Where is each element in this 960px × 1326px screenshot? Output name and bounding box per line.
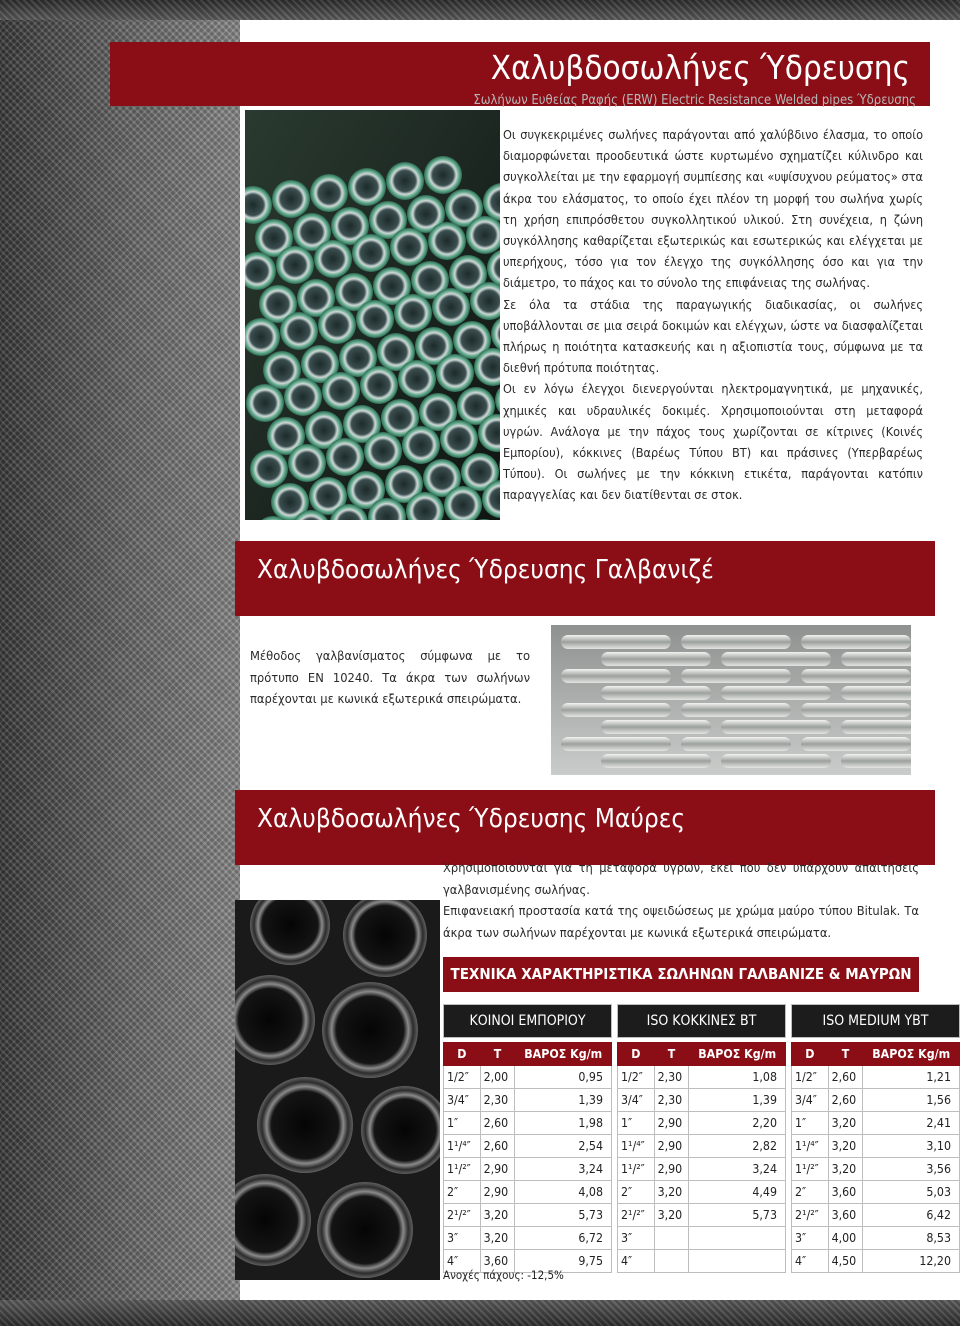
cell-d: 3″: [618, 1227, 655, 1250]
tolerance-note: Ανοχές πάχους: -12,5%: [443, 1268, 564, 1282]
cell-d: 3″: [444, 1227, 481, 1250]
pipe-end: [398, 360, 436, 398]
cell-w: [689, 1250, 786, 1273]
galvanized-heading: Χαλυβδοσωλήνες Ύδρευσης Γαλβανιζέ: [257, 555, 714, 585]
cell-w: [689, 1227, 786, 1250]
pipe-end: [432, 288, 470, 326]
pipe-body: [801, 703, 911, 717]
pipe-end: [402, 426, 440, 464]
cell-t: 3,20: [654, 1181, 689, 1204]
pipe-end: [314, 240, 352, 278]
cell-d: 1¹/⁴″: [444, 1135, 481, 1158]
cell-t: 4,50: [828, 1250, 863, 1273]
pipe-end: [317, 1182, 413, 1278]
galvanized-text: [250, 646, 530, 711]
table-row: [618, 1135, 786, 1158]
textured-border-left: [0, 0, 240, 1326]
table-row: [618, 1089, 786, 1112]
black-pipes-header-band: [235, 790, 935, 865]
cell-d: 2¹/²″: [444, 1204, 481, 1227]
pipe-end: [394, 294, 432, 332]
pipe-body: [681, 669, 791, 683]
cell-d: 1¹/⁴″: [792, 1135, 829, 1158]
column-header-d: D: [792, 1043, 829, 1066]
table-row: [444, 1227, 612, 1250]
pipe-end: [386, 162, 424, 200]
pipe-end: [322, 372, 360, 410]
cell-d: 2¹/²″: [792, 1204, 829, 1227]
cell-d: 1¹/²″: [618, 1158, 655, 1181]
cell-d: 4″: [618, 1250, 655, 1273]
intro-text: [503, 124, 923, 506]
specs-table-2: [617, 1004, 786, 1273]
cell-t: 3,20: [480, 1227, 515, 1250]
cell-w: 12,20: [863, 1250, 960, 1273]
table-row: [792, 1158, 960, 1181]
cell-t: 2,30: [654, 1089, 689, 1112]
cell-w: 2,20: [689, 1112, 786, 1135]
cell-w: 1,56: [863, 1089, 960, 1112]
column-header-w: ΒΑΡΟΣ Kg/m: [689, 1043, 786, 1066]
table-row: [792, 1089, 960, 1112]
cell-t: 4,00: [828, 1227, 863, 1250]
table-row: [618, 1066, 786, 1089]
pipe-end: [322, 982, 418, 1078]
cell-d: 2¹/²″: [618, 1204, 655, 1227]
specs-table-header-row: [444, 1043, 612, 1066]
cell-t: 3,60: [480, 1250, 515, 1273]
black-pipes-paragraph-2: Επιφανειακή προστασία κατά της οψειδώσεως με χρώμα μαύρο τύπου Bitulak. Τα άκρα των σωλήνων παρέχονται με κωνικά εξωτερικά σπειρώματα.: [443, 904, 919, 941]
pipe-end: [250, 450, 288, 488]
pipe-body: [841, 720, 911, 734]
cell-w: 5,03: [863, 1181, 960, 1204]
black-pipes-paragraph-1: Χρησιμοποιούνται για τη μεταφορά υγρών, εκεί που δεν υπάρχουν απαιτήσεις γαλβανισμένης σωλήνας.: [443, 861, 919, 898]
black-pipes-heading: Χαλυβδοσωλήνες Ύδρευσης Μαύρες: [257, 804, 686, 834]
specs-table-3: [791, 1004, 960, 1273]
galvanized-header-band: [235, 541, 935, 616]
pipe-body: [801, 669, 911, 683]
pipe-body: [601, 754, 711, 768]
cell-w: 3,10: [863, 1135, 960, 1158]
cell-t: 2,90: [654, 1158, 689, 1181]
cell-d: 4″: [792, 1250, 829, 1273]
black-pipes-text: [443, 858, 919, 944]
cell-t: 3,60: [828, 1181, 863, 1204]
column-header-d: D: [444, 1043, 481, 1066]
pipe-body: [561, 703, 671, 717]
column-header-d: D: [618, 1043, 655, 1066]
pipe-body: [681, 703, 791, 717]
page-subtitle: Σωλήνων Ευθείας Ραφής (ERW) Electric Resistance Welded pipes Ύδρευσης: [473, 93, 916, 108]
table-row: [444, 1158, 612, 1181]
table-row: [792, 1227, 960, 1250]
cell-w: 2,54: [515, 1135, 612, 1158]
pipe-end: [246, 384, 284, 422]
pipe-end: [280, 312, 318, 350]
cell-d: 1¹/²″: [792, 1158, 829, 1181]
pipe-body: [801, 635, 911, 649]
cell-w: 1,98: [515, 1112, 612, 1135]
cell-t: 3,20: [828, 1158, 863, 1181]
pipe-body: [561, 669, 671, 683]
pipe-end: [288, 444, 326, 482]
pipe-body: [601, 652, 711, 666]
pipe-end: [352, 234, 390, 272]
textured-border-top: [0, 0, 960, 20]
cell-t: 2,30: [654, 1066, 689, 1089]
pipe-end: [428, 222, 466, 260]
cell-d: 1¹/⁴″: [618, 1135, 655, 1158]
table-row: [792, 1204, 960, 1227]
cell-t: 2,30: [480, 1089, 515, 1112]
cell-d: 2″: [792, 1181, 829, 1204]
specs-table-caption: ISO MEDIUM YBT: [792, 1005, 960, 1038]
pipe-end: [272, 180, 310, 218]
intro-paragraph-1: Οι συγκεκριμένες σωλήνες παράγονται από χαλύβδινο έλασμα, το οποίο διαμορφώνεται προοδευτικά ώστε κυρτωμένο σχηματίζει κύλινδρο και συγκολλείται με την εφαρμογή συμπίεσης και «υψίσυχνου ρεύματος» στα άκρα του ελάσματος, το οποίο έχει πλέον τη μορφή του σωλήνα χωρίς τη χρήση επιπρόσθετου συγκολλητικού υλικού. Στη συνέχεια, η ζώνη συγκόλλησης καθαρίζεται εξωτερικώς και εσωτερικώς και ελέγχεται με υπερήχους, τόσο για τον έλεγχο της συγκόλλησης όσο και για την διάμετρο, το πάχος και το σύνολο της επιφάνειας της σωλήνας.: [503, 127, 923, 291]
black-pipes-photo: [235, 900, 440, 1280]
table-row: [618, 1181, 786, 1204]
cell-w: 9,75: [515, 1250, 612, 1273]
cell-d: 2″: [444, 1181, 481, 1204]
pipe-end: [436, 354, 474, 392]
cell-w: 6,42: [863, 1204, 960, 1227]
table-row: [792, 1066, 960, 1089]
table-row: [444, 1112, 612, 1135]
pipe-body: [801, 737, 911, 751]
column-header-w: ΒΑΡΟΣ Kg/m: [515, 1043, 612, 1066]
table-row: [444, 1066, 612, 1089]
specs-tables: [443, 1004, 960, 1273]
pipe-end: [364, 432, 402, 470]
cell-t: 2,90: [480, 1181, 515, 1204]
pipe-end: [284, 378, 322, 416]
cell-d: 3/4″: [792, 1089, 829, 1112]
cell-w: 4,08: [515, 1181, 612, 1204]
cell-w: 2,82: [689, 1135, 786, 1158]
table-row: [444, 1204, 612, 1227]
pipe-end: [360, 366, 398, 404]
table-row: [444, 1089, 612, 1112]
cell-d: 1/2″: [444, 1066, 481, 1089]
pipe-body: [601, 686, 711, 700]
cell-w: 1,39: [515, 1089, 612, 1112]
page-title: Χαλυβδοσωλήνες Ύδρευσης: [490, 48, 910, 87]
cell-t: 3,20: [654, 1204, 689, 1227]
table-row: [444, 1135, 612, 1158]
pipe-body: [721, 652, 831, 666]
pipe-body: [841, 686, 911, 700]
cell-t: 3,20: [828, 1135, 863, 1158]
pipe-body: [721, 720, 831, 734]
cell-w: 8,53: [863, 1227, 960, 1250]
page-header-band: [110, 42, 930, 106]
cell-w: 3,56: [863, 1158, 960, 1181]
pipe-body: [681, 635, 791, 649]
cell-d: 1″: [618, 1112, 655, 1135]
pipe-body: [561, 737, 671, 751]
cell-t: 3,60: [828, 1204, 863, 1227]
column-header-t: T: [654, 1043, 689, 1066]
galvanized-pipes-photo: [551, 625, 911, 775]
intro-paragraph-2: Σε όλα τα στάδια της παραγωγικής διαδικασίας, οι σωλήνες υποβάλλονται σε μια σειρά δοκιμών και ελέγχων, ώστε να διασφαλίζεται πλήρως η ποιότητα κατασκευής και η αξιοπιστία τους, σύμφωνα με τα διεθνή πρότυπα ποιότητας.: [503, 296, 923, 376]
pipe-end: [348, 168, 386, 206]
pipe-body: [721, 754, 831, 768]
cell-w: 5,73: [515, 1204, 612, 1227]
table-row: [444, 1181, 612, 1204]
cell-w: 2,41: [863, 1112, 960, 1135]
pipe-body: [841, 754, 911, 768]
cell-w: 1,39: [689, 1089, 786, 1112]
cell-t: 2,90: [480, 1158, 515, 1181]
pipe-end: [318, 306, 356, 344]
table-row: [792, 1181, 960, 1204]
table-row: [792, 1112, 960, 1135]
table-row: [618, 1227, 786, 1250]
table-row: [618, 1250, 786, 1273]
cell-w: 0,95: [515, 1066, 612, 1089]
cell-t: 3,20: [480, 1204, 515, 1227]
column-header-t: T: [480, 1043, 515, 1066]
cell-t: 3,20: [828, 1112, 863, 1135]
cell-t: 2,90: [654, 1135, 689, 1158]
cell-d: 1″: [792, 1112, 829, 1135]
cell-t: 2,00: [480, 1066, 515, 1089]
pipe-body: [681, 737, 791, 751]
green-pipes-photo: [245, 110, 500, 520]
cell-d: 1¹/²″: [444, 1158, 481, 1181]
intro-paragraph-3: Οι εν λόγω έλεγχοι διενεργούνται ηλεκτρομαγνητικά, με μηχανικές, χημικές και υδραυλικές δοκιμές. Χρησιμοποιούνται στη μεταφορά υγρών. Ανάλογα με την πάχος τους χωρίζονται σε κίτρινες (Κοινές Εμπορίου), κόκκινες (Βαρέως Τύπου ΒΤ) και πράσινες (Υπερβαρέως Τύπου). Οι σωλήνες με την κόκκινη ετικέτα, παράγονται κατόπιν παραγγελίας και δεν διατίθενται σε στοκ.: [503, 381, 923, 503]
cell-t: [654, 1227, 689, 1250]
pipe-end: [356, 300, 394, 338]
cell-t: 2,60: [828, 1066, 863, 1089]
cell-t: 2,90: [654, 1112, 689, 1135]
specs-table-caption: ΚΟΙΝΟΙ ΕΜΠΟΡΙΟΥ: [444, 1005, 612, 1038]
specs-table-header-row: [618, 1043, 786, 1066]
specs-table-title: ΤΕΧΝΙΚΑ ΧΑΡΑΚΤΗΡΙΣΤΙΚΑ ΣΩΛΗΝΩΝ ΓΑΛΒΑΝΙΖΕ & ΜΑΥΡΩΝ: [443, 957, 919, 992]
cell-t: 2,60: [480, 1112, 515, 1135]
cell-d: 3/4″: [618, 1089, 655, 1112]
galvanized-paragraph: Μέθοδος γαλβανίσματος σύμφωνα με το πρότυπο EN 10240. Τα άκρα των σωλήνων παρέχονται με κωνικά εξωτερικά σπειρώματα.: [250, 649, 530, 707]
cell-t: [654, 1250, 689, 1273]
cell-d: 4″: [444, 1250, 481, 1273]
specs-table-header-row: [792, 1043, 960, 1066]
cell-w: 6,72: [515, 1227, 612, 1250]
cell-d: 1″: [444, 1112, 481, 1135]
textured-border-bottom: [0, 1300, 960, 1326]
pipe-body: [601, 720, 711, 734]
table-row: [618, 1158, 786, 1181]
column-header-t: T: [828, 1043, 863, 1066]
pipe-end: [326, 438, 364, 476]
table-row: [792, 1135, 960, 1158]
cell-w: 3,24: [689, 1158, 786, 1181]
cell-d: 3/4″: [444, 1089, 481, 1112]
cell-w: 4,49: [689, 1181, 786, 1204]
cell-t: 2,60: [480, 1135, 515, 1158]
pipe-body: [841, 652, 911, 666]
cell-w: 3,24: [515, 1158, 612, 1181]
pipe-body: [721, 686, 831, 700]
column-header-w: ΒΑΡΟΣ Kg/m: [863, 1043, 960, 1066]
pipe-end: [276, 246, 314, 284]
table-row: [792, 1250, 960, 1273]
pipe-end: [390, 228, 428, 266]
pipe-end: [310, 174, 348, 212]
cell-t: 2,60: [828, 1089, 863, 1112]
cell-w: 1,21: [863, 1066, 960, 1089]
pipe-end: [440, 420, 478, 458]
specs-table-1: [443, 1004, 612, 1273]
cell-w: 5,73: [689, 1204, 786, 1227]
cell-w: 1,08: [689, 1066, 786, 1089]
table-row: [618, 1112, 786, 1135]
table-row: [618, 1204, 786, 1227]
specs-table-caption: ISO ΚΟΚΚΙΝΕΣ ΒΤ: [618, 1005, 786, 1038]
pipe-end: [424, 156, 462, 194]
pipe-body: [561, 635, 671, 649]
pipe-end: [257, 1077, 353, 1173]
cell-d: 1/2″: [618, 1066, 655, 1089]
cell-d: 1/2″: [792, 1066, 829, 1089]
cell-d: 3″: [792, 1227, 829, 1250]
cell-d: 2″: [618, 1181, 655, 1204]
